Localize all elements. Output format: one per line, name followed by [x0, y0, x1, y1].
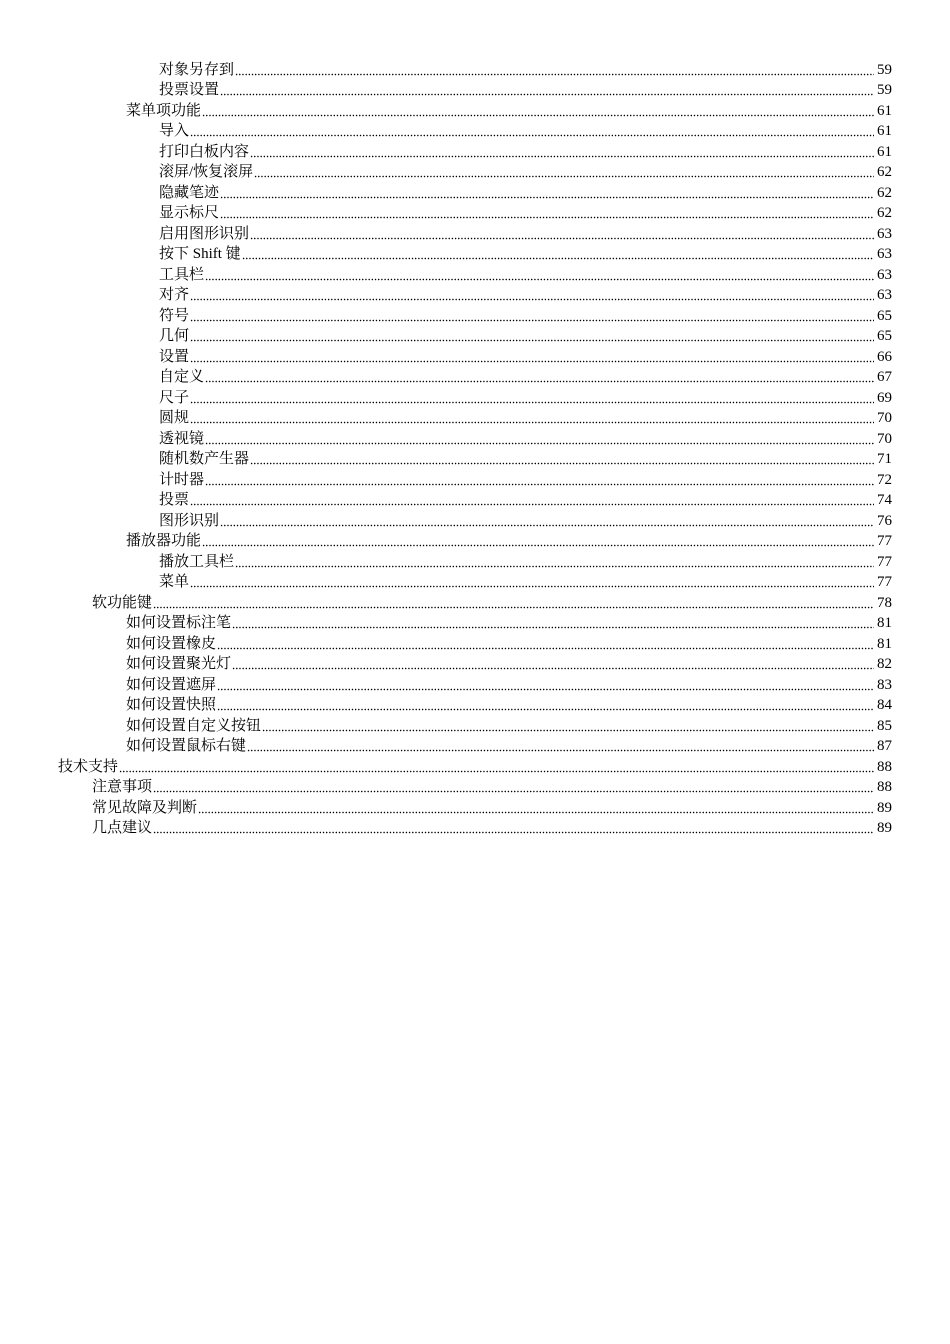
toc-entry-page-number: 89 [877, 799, 892, 816]
toc-entry[interactable] [0, 468, 950, 489]
toc-entry-title: 如何设置自定义按钮 [126, 717, 262, 734]
toc-entry-title: 图形识别 [159, 512, 220, 529]
toc-entry-page-number: 77 [877, 533, 892, 549]
toc-dot-leader [198, 811, 874, 814]
toc-entry-page-number: 78 [877, 594, 892, 611]
toc-entry[interactable] [0, 325, 950, 346]
toc-entry-title: 如何设置橡皮 [126, 635, 217, 652]
table-of-contents [0, 58, 950, 837]
toc-entry-title: 如何设置鼠标右键 [126, 738, 247, 754]
toc-dot-leader [205, 278, 874, 281]
toc-entry-page-number: 59 [877, 82, 892, 98]
toc-entry-title: 透视镜 [159, 430, 205, 447]
toc-dot-leader [153, 831, 874, 834]
toc-entry-title: 播放器功能 [126, 533, 202, 549]
toc-entry-title: 如何设置标注笔 [126, 615, 232, 631]
toc-entry[interactable] [0, 386, 950, 407]
toc-entry-page-number: 63 [877, 266, 892, 283]
toc-entry-title: 投票 [159, 492, 190, 508]
toc-dot-leader [235, 73, 874, 76]
toc-entry[interactable] [0, 181, 950, 202]
toc-entry[interactable] [0, 776, 950, 797]
toc-entry[interactable] [0, 161, 950, 182]
toc-dot-leader [190, 585, 874, 588]
toc-entry-title: 启用图形识别 [159, 225, 250, 242]
toc-dot-leader [220, 216, 874, 219]
toc-entry-page-number: 63 [877, 225, 892, 242]
toc-dot-leader [190, 319, 874, 322]
toc-entry[interactable] [0, 222, 950, 243]
toc-entry[interactable] [0, 755, 950, 776]
toc-dot-leader [217, 647, 874, 650]
toc-entry[interactable] [0, 243, 950, 264]
toc-entry-page-number: 65 [877, 307, 892, 324]
toc-entry-page-number: 85 [877, 717, 892, 734]
toc-dot-leader [190, 421, 874, 424]
toc-entry-page-number: 62 [877, 164, 892, 180]
toc-entry[interactable] [0, 202, 950, 223]
toc-entry-page-number: 88 [877, 758, 892, 775]
toc-entry-page-number: 82 [877, 656, 892, 672]
toc-entry[interactable] [0, 796, 950, 817]
toc-entry[interactable] [0, 632, 950, 653]
toc-entry-page-number: 81 [877, 615, 892, 631]
toc-dot-leader [217, 708, 874, 711]
toc-entry-page-number: 61 [877, 143, 892, 160]
toc-entry-title: 如何设置快照 [126, 697, 217, 713]
toc-entry-title: 几何 [159, 328, 190, 344]
toc-dot-leader [232, 667, 874, 670]
toc-entry-page-number: 72 [877, 471, 892, 488]
toc-entry[interactable] [0, 530, 950, 551]
toc-entry[interactable] [0, 407, 950, 428]
toc-entry-page-number: 81 [877, 635, 892, 652]
toc-entry-title: 按下 Shift 键 [159, 246, 241, 262]
toc-entry-page-number: 71 [877, 451, 892, 467]
toc-entry-title: 如何设置聚光灯 [126, 656, 232, 672]
toc-dot-leader [190, 134, 874, 137]
toc-dot-leader [235, 565, 874, 568]
toc-dot-leader [220, 93, 874, 96]
toc-dot-leader [247, 749, 874, 752]
toc-dot-leader [190, 339, 874, 342]
toc-dot-leader [202, 544, 874, 547]
toc-entry[interactable] [0, 673, 950, 694]
toc-entry[interactable] [0, 366, 950, 387]
toc-entry-title: 随机数产生器 [159, 451, 250, 467]
toc-entry-title: 圆规 [159, 410, 190, 426]
toc-dot-leader [205, 442, 874, 445]
toc-dot-leader [232, 626, 874, 629]
toc-entry-page-number: 83 [877, 676, 892, 693]
toc-entry[interactable] [0, 120, 950, 141]
toc-entry[interactable] [0, 448, 950, 469]
toc-entry-title: 显示标尺 [159, 205, 220, 221]
toc-dot-leader [190, 360, 874, 363]
toc-dot-leader [205, 380, 874, 383]
toc-entry-page-number: 88 [877, 779, 892, 795]
toc-dot-leader [250, 462, 874, 465]
toc-dot-leader [262, 729, 874, 732]
toc-entry-title: 设置 [159, 348, 190, 365]
toc-entry-title: 计时器 [159, 471, 205, 488]
toc-entry[interactable] [0, 345, 950, 366]
toc-entry-title: 导入 [159, 123, 190, 139]
toc-entry-title: 常见故障及判断 [92, 799, 198, 816]
toc-entry-title: 软功能键 [92, 594, 153, 611]
toc-entry-page-number: 70 [877, 430, 892, 447]
toc-dot-leader [190, 401, 874, 404]
toc-entry-page-number: 62 [877, 184, 892, 201]
toc-entry[interactable] [0, 694, 950, 715]
toc-dot-leader [119, 770, 874, 773]
toc-dot-leader [202, 114, 874, 117]
toc-entry[interactable] [0, 817, 950, 838]
toc-entry[interactable] [0, 263, 950, 284]
toc-entry[interactable] [0, 140, 950, 161]
toc-entry-title: 如何设置遮屏 [126, 676, 217, 693]
toc-entry[interactable] [0, 735, 950, 756]
toc-dot-leader [220, 196, 874, 199]
toc-entry-title: 投票设置 [159, 82, 220, 98]
toc-entry-page-number: 76 [877, 512, 892, 529]
toc-entry[interactable] [0, 714, 950, 735]
toc-entry-title: 几点建议 [92, 820, 153, 836]
toc-dot-leader [190, 298, 874, 301]
toc-entry[interactable] [0, 284, 950, 305]
toc-entry-title: 打印白板内容 [159, 143, 250, 160]
toc-entry-title: 自定义 [159, 369, 205, 385]
toc-entry-page-number: 69 [877, 389, 892, 406]
toc-entry-page-number: 65 [877, 328, 892, 344]
toc-entry-page-number: 63 [877, 246, 892, 262]
toc-dot-leader [242, 257, 874, 260]
toc-entry[interactable] [0, 489, 950, 510]
toc-entry-page-number: 61 [877, 102, 892, 119]
toc-dot-leader [205, 483, 874, 486]
toc-dot-leader [220, 524, 874, 527]
toc-entry-title: 工具栏 [159, 266, 205, 283]
toc-entry-page-number: 59 [877, 61, 892, 78]
toc-entry-title: 尺子 [159, 389, 190, 406]
toc-entry-page-number: 61 [877, 123, 892, 139]
toc-entry[interactable] [0, 591, 950, 612]
toc-entry-page-number: 70 [877, 410, 892, 426]
toc-dot-leader [190, 503, 874, 506]
toc-entry-title: 播放工具栏 [159, 553, 235, 570]
toc-dot-leader [153, 790, 874, 793]
toc-entry-page-number: 84 [877, 697, 892, 713]
toc-entry[interactable] [0, 427, 950, 448]
toc-entry-page-number: 87 [877, 738, 892, 754]
toc-entry-title: 技术支持 [58, 758, 119, 775]
toc-dot-leader [250, 237, 874, 240]
toc-entry-title: 滚屏/恢复滚屏 [159, 164, 254, 180]
toc-entry[interactable] [0, 79, 950, 100]
toc-entry[interactable] [0, 550, 950, 571]
toc-entry-title: 对齐 [159, 287, 190, 303]
toc-entry-title: 菜单项功能 [126, 102, 202, 119]
toc-entry-page-number: 77 [877, 574, 892, 590]
toc-entry-page-number: 77 [877, 553, 892, 570]
toc-entry-page-number: 63 [877, 287, 892, 303]
toc-entry-title: 注意事项 [92, 779, 153, 795]
toc-entry-title: 对象另存到 [159, 61, 235, 78]
toc-entry-page-number: 74 [877, 492, 892, 508]
toc-dot-leader [217, 688, 874, 691]
toc-entry[interactable] [0, 571, 950, 592]
toc-dot-leader [250, 155, 874, 158]
toc-entry-title: 隐藏笔迹 [159, 184, 220, 201]
toc-entry-page-number: 89 [877, 820, 892, 836]
toc-entry[interactable] [0, 653, 950, 674]
toc-entry[interactable] [0, 99, 950, 120]
toc-entry-page-number: 66 [877, 348, 892, 365]
toc-dot-leader [254, 175, 874, 178]
toc-entry-title: 符号 [159, 307, 190, 324]
toc-entry-page-number: 67 [877, 369, 892, 385]
toc-dot-leader [153, 606, 874, 609]
toc-entry-title: 菜单 [159, 574, 190, 590]
toc-entry-page-number: 62 [877, 205, 892, 221]
toc-entry[interactable] [0, 509, 950, 530]
toc-entry[interactable] [0, 58, 950, 79]
toc-entry[interactable] [0, 304, 950, 325]
toc-entry[interactable] [0, 612, 950, 633]
